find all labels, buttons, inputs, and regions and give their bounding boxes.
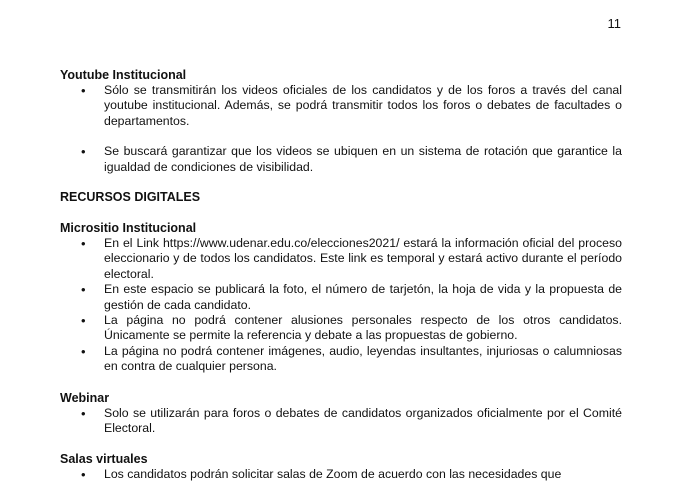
micrositio-list — [60, 236, 622, 375]
list-item: • En este espacio se publicará la foto, el número de tarjetón, la hoja de vida y la propuesta de gestión de cada candidato. — [60, 282, 622, 313]
page-number: 11 — [607, 16, 621, 31]
section-heading-recursos-digitales: RECURSOS DIGITALES — [60, 190, 201, 205]
youtube-list — [60, 83, 622, 175]
section-heading-youtube: Youtube Institucional — [60, 68, 187, 82]
section-heading-micrositio: Micrositio Institucional — [60, 221, 197, 236]
list-item: • En el Link https://www.udenar.edu.co/elecciones2021/ estará la información oficial del proceso eleccionario y de todos los candidatos. Este link es temporal y estará activo durante el período electoral. — [60, 236, 622, 282]
document-body — [60, 68, 622, 482]
list-item: • La página no podrá contener imágenes, audio, leyendas insultantes, injuriosas o calumniosas en contra de cualquier persona. — [60, 344, 622, 375]
webinar-list — [60, 406, 622, 437]
list-item: • Se buscará garantizar que los videos se ubiquen en un sistema de rotación que garantice la igualdad de condiciones de visibilidad. — [60, 144, 622, 175]
salas-list — [60, 467, 622, 482]
list-item: • Sólo se transmitirán los videos oficiales de los candidatos y de los foros a través del canal youtube institucional. Además, se podrá transmitir todos los foros o debates de facultades o departamentos. — [60, 83, 622, 129]
list-item: • Solo se utilizarán para foros o debates de candidatos organizados oficialmente por el Comité Electoral. — [60, 406, 622, 437]
section-heading-salas-virtuales: Salas virtuales — [60, 451, 148, 466]
section-heading-webinar: Webinar — [60, 390, 110, 405]
list-item: • La página no podrá contener alusiones personales respecto de los otros candidatos. Únicamente se permite la referencia y debate a las propuestas de gobierno. — [60, 313, 622, 344]
list-item: • Los candidatos podrán solicitar salas de Zoom de acuerdo con las necesidades que — [60, 467, 622, 482]
